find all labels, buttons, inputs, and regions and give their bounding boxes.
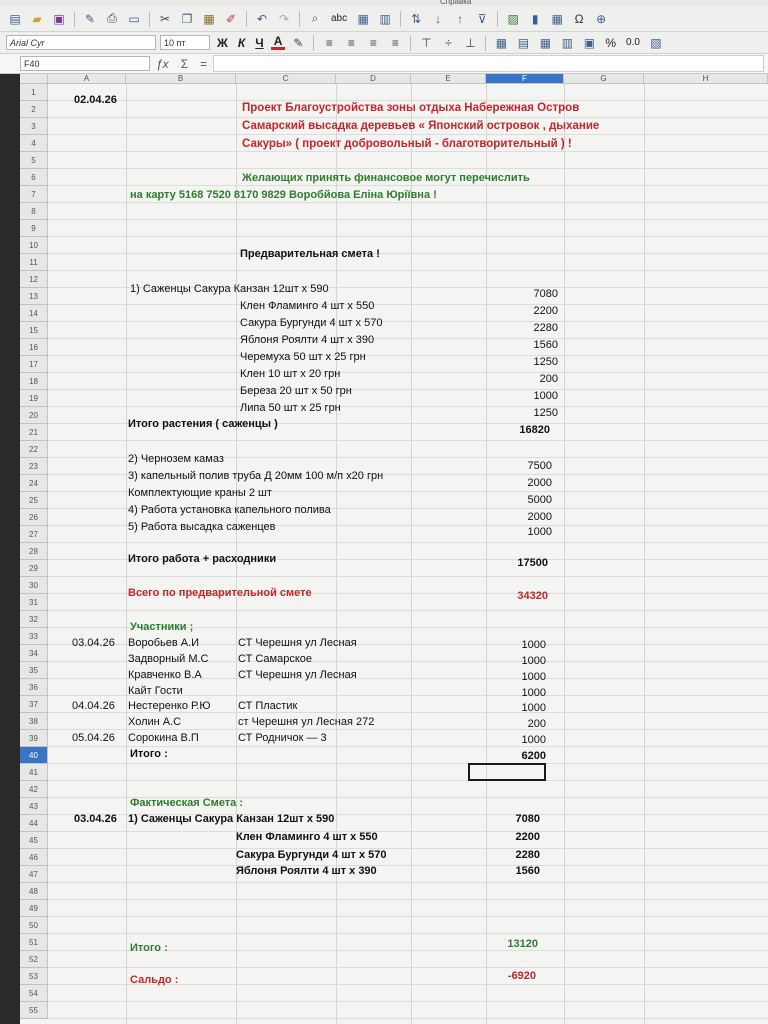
merge-cells-icon[interactable]: ▦	[495, 35, 508, 50]
paste-icon[interactable]: ▦	[203, 11, 215, 26]
row-header-2[interactable]: 2	[20, 101, 48, 118]
standard-toolbar	[0, 6, 768, 32]
row-header-40[interactable]: 40	[20, 747, 48, 764]
row-header-7[interactable]: 7	[20, 186, 48, 203]
cell-participant-2[interactable]: Задворный М.С	[128, 653, 209, 665]
cell-plant-8[interactable]: Липа 50 шт х 25 грн	[240, 402, 341, 414]
cell-plant-7[interactable]: Береза 20 шт х 50 грн	[240, 385, 352, 397]
toolbar-separator	[299, 11, 300, 27]
cell-plant-4[interactable]: Яблоня Роялти 4 шт х 390	[240, 334, 375, 346]
cell-participant-6[interactable]: Холин А.С	[128, 716, 182, 728]
align-middle-icon[interactable]: ÷	[445, 35, 452, 50]
row-header-19[interactable]: 19	[20, 390, 48, 407]
cell-donation-note[interactable]: Желающих принять финансовое могут перечислить	[242, 172, 530, 184]
row-header-26[interactable]: 26	[20, 509, 48, 526]
cell-actual-total-value[interactable]: 13120	[507, 938, 538, 950]
row-header-9[interactable]: 9	[20, 220, 48, 237]
cell-title-line3[interactable]: Сакуры» ( проект добровольный - благотворительный ) !	[242, 138, 572, 150]
italic-button[interactable]: К	[237, 35, 246, 50]
cell-actual-1-value[interactable]: 7080	[515, 813, 540, 825]
row-header-42[interactable]: 42	[20, 781, 48, 798]
row-header-3[interactable]: 3	[20, 118, 48, 135]
cell-work-1[interactable]: 2) Чернозем камаз	[128, 453, 224, 465]
bold-button[interactable]: Ж	[217, 35, 228, 50]
column-header-e[interactable]: E	[411, 74, 486, 84]
row-header-45[interactable]: 45	[20, 832, 48, 849]
row-line	[48, 355, 768, 356]
calendar-icon[interactable]: ▧	[650, 35, 662, 50]
row-line	[48, 967, 768, 968]
new-doc-icon[interactable]: ▤	[9, 11, 21, 26]
cell-plant-6[interactable]: Клен 10 шт х 20 грн	[240, 368, 341, 380]
cell-participant-4[interactable]: Кайт Гости	[128, 685, 183, 697]
row-header-50[interactable]: 50	[20, 917, 48, 934]
save-icon[interactable]: ▣	[53, 11, 65, 26]
print-preview-icon[interactable]: ▭	[128, 11, 140, 26]
cell-actual-heading[interactable]: Фактическая Смета :	[130, 797, 244, 809]
cell-participant-6-value[interactable]: 200	[527, 718, 546, 730]
font-name-value: Arial Cyr	[10, 37, 45, 48]
image-icon[interactable]: ▨	[507, 11, 519, 26]
formula-bar	[0, 54, 768, 74]
cell-actual-3-value[interactable]: 2280	[515, 849, 540, 861]
row-header-17[interactable]: 17	[20, 356, 48, 373]
cell-work-1-value[interactable]: 7500	[527, 460, 552, 472]
column-header-c[interactable]: C	[236, 74, 336, 84]
row-header-28[interactable]: 28	[20, 543, 48, 560]
row-header-11[interactable]: 11	[20, 254, 48, 271]
row-header-35[interactable]: 35	[20, 662, 48, 679]
align-left-icon[interactable]: ≡	[325, 35, 333, 50]
toolbar-separator	[497, 11, 498, 27]
cell-card-number[interactable]: на карту 5168 7520 8170 9829 Воробйова Еліна Юріївна !	[130, 189, 437, 201]
formula-equals-button[interactable]: =	[200, 56, 208, 71]
row-line	[48, 542, 768, 543]
cell-participant-3-place[interactable]: СТ Черешня ул Лесная	[238, 669, 357, 681]
toolbar-separator	[246, 11, 247, 27]
cell-participant-7-place[interactable]: СТ Родничок — 3	[238, 732, 327, 744]
edit-doc-icon[interactable]: ✎	[84, 11, 96, 26]
cell-participant-2-value[interactable]: 1000	[521, 655, 546, 667]
selected-cell-f40[interactable]	[468, 763, 546, 781]
row-header-24[interactable]: 24	[20, 475, 48, 492]
highlight-icon[interactable]: ✎	[293, 35, 304, 50]
underline-button[interactable]: Ч	[255, 35, 264, 50]
cell-participant-5[interactable]: Нестеренко Р.Ю	[128, 700, 211, 712]
font-size-combo[interactable]	[160, 35, 210, 50]
cell-participant-5-place[interactable]: СТ Пластик	[238, 700, 298, 712]
function-wizard-button[interactable]: ƒx	[156, 56, 169, 71]
row-header-37[interactable]: 37	[20, 696, 48, 713]
name-box[interactable]	[20, 56, 150, 71]
row-line	[48, 899, 768, 900]
sort-desc-icon[interactable]: ↑	[457, 11, 464, 26]
column-header-h[interactable]: H	[644, 74, 768, 84]
row-line	[48, 865, 768, 866]
cell-date-r38[interactable]: 05.04.26	[72, 732, 115, 744]
row-header-23[interactable]: 23	[20, 458, 48, 475]
cell-participants-heading[interactable]: Участники ;	[130, 621, 194, 633]
row-header-18[interactable]: 18	[20, 373, 48, 390]
formatting-toolbar	[0, 32, 768, 54]
copy-icon[interactable]: ❐	[181, 11, 193, 26]
align-center-icon[interactable]: ≡	[347, 35, 355, 50]
row-line	[48, 763, 768, 764]
cell-plants-total[interactable]: Итого растения ( саженцы )	[128, 418, 278, 430]
row-header-55[interactable]: 55	[20, 1002, 48, 1019]
columns-icon[interactable]: ▥	[379, 11, 391, 26]
column-line	[336, 84, 337, 1024]
table-icon[interactable]: ▦	[357, 11, 369, 26]
row-header-41[interactable]: 41	[20, 764, 48, 781]
row-header-12[interactable]: 12	[20, 271, 48, 288]
row-line	[48, 219, 768, 220]
cell-plant-6-value[interactable]: 200	[539, 373, 558, 385]
cell-participant-4-value[interactable]: 1000	[521, 687, 546, 699]
name-box-value: F40	[24, 58, 40, 69]
cell-actual-1[interactable]: 1) Саженцы Сакура Канзан 12шт х 590	[128, 813, 335, 825]
row-header-46[interactable]: 46	[20, 849, 48, 866]
cell-work-5-value[interactable]: 1000	[527, 526, 552, 538]
cell-plant-8-value[interactable]: 1250	[533, 407, 558, 419]
cell-work-total[interactable]: Итого работа + расходники	[128, 553, 277, 565]
column-line	[564, 84, 565, 1024]
cell-participant-7[interactable]: Сорокина В.П	[128, 732, 199, 744]
cell-actual-4[interactable]: Яблоня Роялти 4 шт х 390	[236, 865, 377, 877]
cell-work-5[interactable]: 5) Работа высадка саженцев	[128, 521, 276, 533]
row-line	[48, 168, 768, 169]
row-line	[48, 610, 768, 611]
cell-work-4-value[interactable]: 2000	[527, 511, 552, 523]
row-header-47[interactable]: 47	[20, 866, 48, 883]
cell-title-line1[interactable]: Проект Благоустройства зоны отдыха Набережная Остров	[242, 102, 580, 114]
cell-work-total-value[interactable]: 17500	[517, 557, 548, 569]
special-char-icon[interactable]: Ω	[574, 11, 584, 26]
cell-balance[interactable]: Сальдо :	[130, 974, 179, 986]
background-color-icon[interactable]: ▥	[561, 35, 574, 50]
sort-asc-icon[interactable]: ↓	[435, 11, 442, 26]
row-header-49[interactable]: 49	[20, 900, 48, 917]
row-header-14[interactable]: 14	[20, 305, 48, 322]
borders-icon[interactable]: ▦	[539, 35, 552, 50]
cell-grand-total-value[interactable]: 34320	[517, 590, 548, 602]
row-header-6[interactable]: 6	[20, 169, 48, 186]
row-header-54[interactable]: 54	[20, 985, 48, 1002]
row-header-51[interactable]: 51	[20, 934, 48, 951]
column-header-d[interactable]: D	[336, 74, 411, 84]
column-header-g[interactable]: G	[564, 74, 644, 84]
row-header-1[interactable]: 1	[20, 84, 48, 101]
cell-plant-5[interactable]: Черемуха 50 шт х 25 грн	[240, 351, 366, 363]
cell-title-line2[interactable]: Самарский высадка деревьев « Японский островок , дыхание	[242, 120, 600, 132]
row-header-27[interactable]: 27	[20, 526, 48, 543]
cell-plant-3-value[interactable]: 2280	[533, 322, 558, 334]
chart-icon[interactable]: ▮	[531, 11, 539, 26]
row-header-53[interactable]: 53	[20, 968, 48, 985]
column-header-b[interactable]: B	[126, 74, 236, 84]
cell-plant-1[interactable]: 1) Саженцы Сакура Канзан 12шт х 590	[130, 283, 329, 295]
pivot-icon[interactable]: ▦	[551, 11, 563, 26]
cell-work-2[interactable]: 3) капельный полив труба Д 20мм 100 м/п х20 грн	[128, 470, 384, 482]
corner-cell[interactable]	[20, 74, 48, 84]
row-header-39[interactable]: 39	[20, 730, 48, 747]
cell-plant-7-value[interactable]: 1000	[533, 390, 558, 402]
toolbar-separator	[74, 11, 75, 27]
cell-plant-2-value[interactable]: 2200	[533, 305, 558, 317]
cell-a1-date[interactable]: 02.04.26	[74, 94, 117, 106]
cell-participant-5-value[interactable]: 1000	[521, 702, 546, 714]
row-line	[48, 933, 768, 934]
sum-button[interactable]: Σ	[180, 56, 189, 71]
row-header-33[interactable]: 33	[20, 628, 48, 645]
row-line	[48, 916, 768, 917]
justify-icon[interactable]: ≡	[391, 35, 399, 50]
toolbar-separator	[485, 35, 486, 51]
decimal-button[interactable]: 0.0	[626, 37, 640, 48]
cell-participant-2-place[interactable]: СТ Самарское	[238, 653, 313, 665]
cell-actual-4-value[interactable]: 1560	[515, 865, 540, 877]
row-line	[48, 304, 768, 305]
cell-actual-2-value[interactable]: 2200	[515, 831, 540, 843]
column-line	[126, 84, 127, 1024]
column-header-a[interactable]: A	[48, 74, 126, 84]
cell-plant-2[interactable]: Клен Фламинго 4 шт х 550	[240, 300, 375, 312]
row-header-8[interactable]: 8	[20, 203, 48, 220]
row-line	[48, 372, 768, 373]
row-header-5[interactable]: 5	[20, 152, 48, 169]
row-header-36[interactable]: 36	[20, 679, 48, 696]
cell-participants-total-value[interactable]: 6200	[521, 750, 546, 762]
row-line	[48, 1018, 768, 1019]
row-header-52[interactable]: 52	[20, 951, 48, 968]
spellcheck-icon[interactable]: abc	[331, 13, 348, 24]
row-header-31[interactable]: 31	[20, 594, 48, 611]
font-size-value: 10 пт	[164, 37, 186, 48]
cell-work-3[interactable]: Комплектующие краны 2 шт	[128, 487, 272, 499]
sort-icon[interactable]: ⇅	[411, 11, 422, 26]
row-header-22[interactable]: 22	[20, 441, 48, 458]
row-header-32[interactable]: 32	[20, 611, 48, 628]
row-header-21[interactable]: 21	[20, 424, 48, 441]
cell-actual-total[interactable]: Итого :	[130, 942, 168, 954]
toolbar-separator	[313, 35, 314, 51]
toolbar-separator	[149, 11, 150, 27]
row-line	[48, 1001, 768, 1002]
row-line	[48, 576, 768, 577]
cell-plant-3[interactable]: Сакура Бургунди 4 шт х 570	[240, 317, 383, 329]
row-header-30[interactable]: 30	[20, 577, 48, 594]
row-header-13[interactable]: 13	[20, 288, 48, 305]
row-header-34[interactable]: 34	[20, 645, 48, 662]
row-line	[48, 848, 768, 849]
column-line	[411, 84, 412, 1024]
cell-plant-4-value[interactable]: 1560	[533, 339, 558, 351]
row-line	[48, 321, 768, 322]
row-line	[48, 270, 768, 271]
row-header-25[interactable]: 25	[20, 492, 48, 509]
cell-participant-1-place[interactable]: СТ Черешня ул Лесная	[238, 637, 357, 649]
cell-participants-total[interactable]: Итого :	[130, 748, 168, 760]
cell-balance-value[interactable]: -6920	[507, 970, 536, 982]
cell-participant-1-value[interactable]: 1000	[521, 639, 546, 651]
currency-icon[interactable]: ▣	[583, 35, 596, 50]
cell-date-r36[interactable]: 04.04.26	[72, 700, 115, 712]
cell-work-3-value[interactable]: 5000	[527, 494, 552, 506]
percent-button[interactable]: %	[605, 35, 617, 50]
row-header-43[interactable]: 43	[20, 798, 48, 815]
cell-date-r43[interactable]: 03.04.26	[74, 813, 117, 825]
toolbar-separator	[410, 35, 411, 51]
font-name-combo[interactable]	[6, 35, 156, 50]
font-color-button[interactable]: A	[271, 35, 286, 50]
row-line	[48, 440, 768, 441]
row-header-44[interactable]: 44	[20, 815, 48, 832]
cell-work-4[interactable]: 4) Работа установка капельного полива	[128, 504, 331, 516]
cell-actual-3[interactable]: Сакура Бургунди 4 шт х 570	[236, 849, 387, 861]
row-header-29[interactable]: 29	[20, 560, 48, 577]
align-top-icon[interactable]: ⊤	[421, 35, 432, 50]
align-right-icon[interactable]: ≡	[369, 35, 377, 50]
undo-icon[interactable]: ↶	[256, 11, 268, 26]
print-icon[interactable]: ⎙	[107, 11, 117, 25]
cell-plants-total-value[interactable]: 16820	[519, 424, 550, 436]
row-line	[48, 253, 768, 254]
spreadsheet-grid[interactable]	[0, 74, 768, 1024]
row-header-15[interactable]: 15	[20, 322, 48, 339]
open-folder-icon[interactable]: ▰	[32, 11, 42, 26]
row-header-16[interactable]: 16	[20, 339, 48, 356]
row-header-48[interactable]: 48	[20, 883, 48, 900]
hyperlink-icon[interactable]: ⊕	[596, 11, 607, 26]
cell-work-2-value[interactable]: 2000	[527, 477, 552, 489]
formula-input[interactable]	[213, 55, 764, 72]
wrap-text-icon[interactable]: ▤	[517, 35, 530, 50]
row-line	[48, 338, 768, 339]
cell-participant-7-value[interactable]: 1000	[521, 734, 546, 746]
row-header-38[interactable]: 38	[20, 713, 48, 730]
menu-help[interactable]: Справка	[440, 0, 472, 6]
cell-grand-total[interactable]: Всего по предварительной смете	[128, 587, 312, 599]
clone-format-icon[interactable]: ✐	[225, 11, 237, 26]
cell-participant-3-value[interactable]: 1000	[521, 671, 546, 683]
row-line	[48, 134, 768, 135]
redo-icon[interactable]: ↷	[278, 11, 290, 26]
cell-actual-2[interactable]: Клен Фламинго 4 шт х 550	[236, 831, 378, 843]
column-line	[644, 84, 645, 1024]
row-line	[48, 389, 768, 390]
row-line	[48, 882, 768, 883]
cell-plant-5-value[interactable]: 1250	[533, 356, 558, 368]
row-header-20[interactable]: 20	[20, 407, 48, 424]
row-line	[48, 780, 768, 781]
cell-prelim-heading[interactable]: Предварительная смета !	[240, 248, 380, 260]
column-line	[486, 84, 487, 1024]
row-line	[48, 831, 768, 832]
toolbar-separator	[400, 11, 401, 27]
cell-participant-6-place[interactable]: ст Черешня ул Лесная 272	[238, 716, 375, 728]
cell-plant-1-value[interactable]: 7080	[533, 288, 558, 300]
row-header-10[interactable]: 10	[20, 237, 48, 254]
row-header-4[interactable]: 4	[20, 135, 48, 152]
autofilter-icon[interactable]: ⊽	[477, 11, 487, 26]
row-line	[48, 236, 768, 237]
find-icon[interactable]: ⌕	[311, 11, 319, 25]
cell-participant-3[interactable]: Кравченко В.А	[128, 669, 202, 681]
align-bottom-icon[interactable]: ⊥	[465, 35, 476, 50]
row-line	[48, 406, 768, 407]
cell-date-r32[interactable]: 03.04.26	[72, 637, 115, 649]
cell-participant-1[interactable]: Воробьев А.И	[128, 637, 200, 649]
column-header-f[interactable]: F	[486, 74, 564, 84]
cut-icon[interactable]: ✂	[159, 11, 171, 26]
